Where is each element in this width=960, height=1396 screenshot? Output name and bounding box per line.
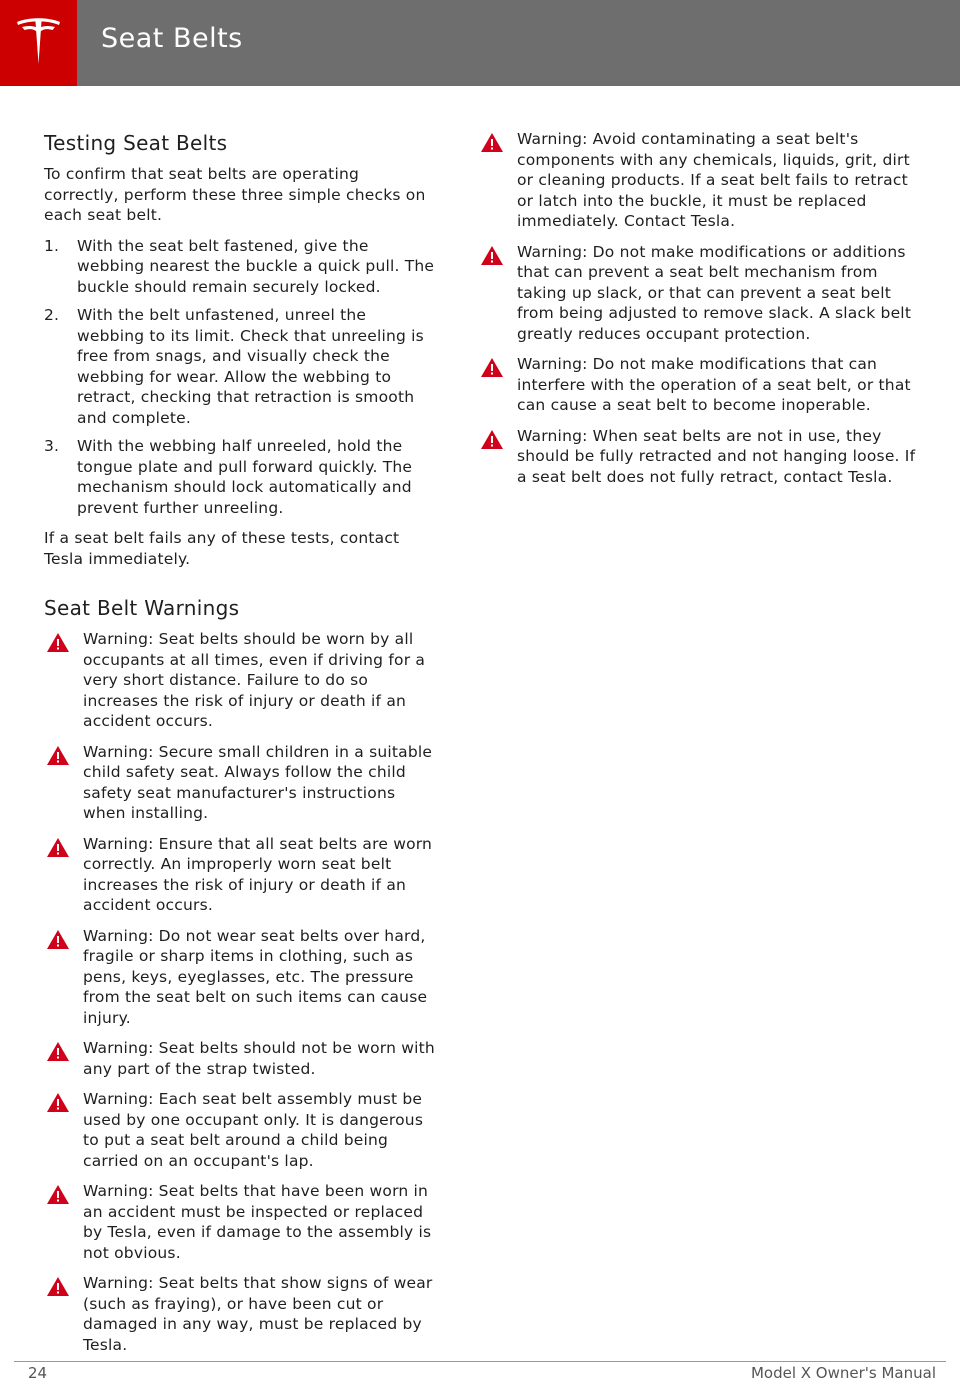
warning-item	[478, 242, 918, 345]
step-text: With the belt unfastened, unreel the webbing to its limit. Check that unreeling is free from snags, and visually check the webbing for wear. Allow the webbing to retract, checking that retraction is smooth and complete.	[77, 306, 424, 427]
warnings-heading: Seat Belt Warnings	[44, 596, 240, 620]
warning-text: Warning: Do not make modifications or additions that can prevent a seat belt mechanism from taking up slack, or that can prevent a seat belt from being adjusted to remove slack. A slack belt greatly reduces occupant protection.	[517, 242, 912, 343]
testing-heading: Testing Seat Belts	[44, 131, 228, 155]
warning-item	[44, 1089, 437, 1171]
testing-intro: To confirm that seat belts are operating correctly, perform these three simple checks on each seat belt.	[44, 165, 426, 224]
warning-triangle-icon	[46, 929, 70, 950]
right-column	[478, 129, 918, 497]
warning-text: Warning: Each seat belt assembly must be used by one occupant only. It is dangerous to put a seat belt around a child being carried on an occupant's lap.	[83, 1090, 424, 1170]
brand-logo	[0, 0, 77, 86]
warning-text: Warning: Do not make modifications that can interfere with the operation of a seat belt, or that can cause a seat belt to become inoperable.	[517, 355, 911, 414]
warning-triangle-icon	[480, 357, 504, 378]
warning-item	[44, 926, 437, 1029]
warning-text: Warning: Seat belts should not be worn with any part of the strap twisted.	[83, 1039, 435, 1078]
warning-triangle-icon	[46, 1184, 70, 1205]
manual-name: Model X Owner's Manual	[750, 1364, 936, 1382]
step-number: 2.	[44, 306, 60, 324]
warning-triangle-icon	[46, 632, 70, 653]
warning-item	[44, 834, 437, 916]
warning-text: Warning: When seat belts are not in use, they should be fully retracted and not hanging loose. If a seat belt does not fully retract, contact Tesla.	[517, 426, 916, 486]
warning-triangle-icon	[46, 1041, 70, 1062]
tesla-logo-icon	[16, 18, 61, 68]
warning-text: Warning: Do not wear seat belts over hard, fragile or sharp items in clothing, such as pens, keys, eyeglasses, etc. The pressure from the seat belt on such items can cause injury.	[83, 926, 428, 1027]
warning-item	[478, 129, 918, 232]
warning-text: Warning: Avoid contaminating a seat belt's components with any chemicals, liquids, grit, dirt or cleaning products. If a seat belt fails to retract or latch into the buckle, it must be replaced immediately. Contact Tesla.	[517, 130, 910, 230]
step-number: 3.	[44, 437, 60, 455]
warning-triangle-icon	[46, 745, 70, 766]
page-header	[0, 0, 960, 86]
testing-outro: If a seat belt fails any of these tests, contact Tesla immediately.	[44, 529, 400, 568]
warning-item	[478, 426, 918, 488]
warning-text: Warning: Seat belts that show signs of wear (such as fraying), or have been cut or damaged in any way, must be replaced by Tesla.	[83, 1274, 433, 1354]
testing-steps	[44, 236, 437, 519]
warning-item	[44, 742, 437, 824]
warning-text: Warning: Seat belts should be worn by all occupants at all times, even if driving for a very short distance. Failure to do so increases the risk of injury or death if an accident occurs.	[83, 630, 426, 730]
warning-triangle-icon	[46, 837, 70, 858]
warning-text: Warning: Seat belts that have been worn in an accident must be inspected or replaced by Tesla, even if damage to the assembly is not obvious.	[83, 1182, 432, 1262]
step-text: With the seat belt fastened, give the webbing nearest the buckle a quick pull. The buckle should remain securely locked.	[77, 236, 435, 296]
step-text: With the webbing half unreeled, hold the tongue plate and pull forward quickly. The mechanism should lock automatically and prevent further unreeling.	[77, 437, 413, 517]
warning-triangle-icon	[480, 132, 504, 153]
warning-triangle-icon	[46, 1092, 70, 1113]
left-column	[44, 130, 437, 1365]
page-number: 24	[28, 1364, 48, 1382]
step-number: 1.	[44, 236, 60, 255]
warning-item	[44, 629, 437, 732]
list-item	[44, 236, 437, 298]
list-item	[44, 436, 437, 518]
warning-item	[44, 1181, 437, 1263]
warning-item	[44, 1273, 437, 1355]
warning-text: Warning: Secure small children in a suitable child safety seat. Always follow the child safety seat manufacturer's instructions when installing.	[83, 742, 433, 822]
warning-text: Warning: Ensure that all seat belts are worn correctly. An improperly worn seat belt increases the risk of injury or death if an accident occurs.	[83, 834, 433, 914]
warning-item	[478, 354, 918, 416]
warning-triangle-icon	[480, 429, 504, 450]
list-item	[44, 305, 437, 428]
warning-triangle-icon	[46, 1276, 70, 1297]
footer-divider	[14, 1361, 946, 1362]
page-title: Seat Belts	[101, 23, 243, 54]
warning-item	[44, 1038, 437, 1079]
warning-triangle-icon	[480, 245, 504, 266]
